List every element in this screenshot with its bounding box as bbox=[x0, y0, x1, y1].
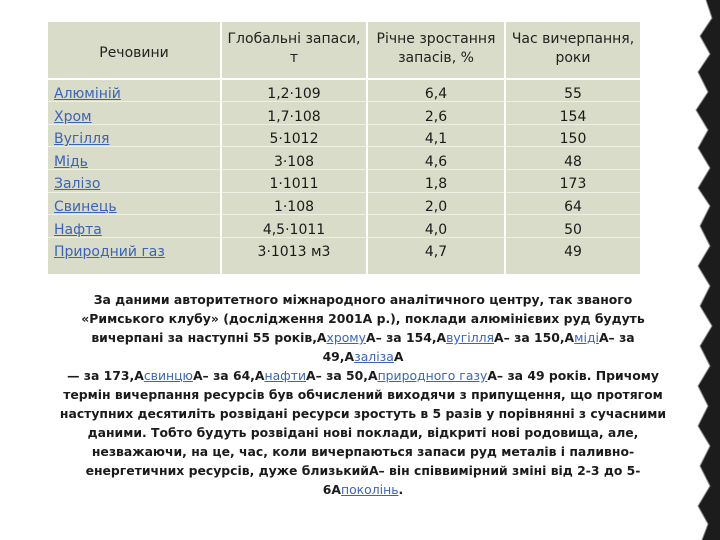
header-global-reserves: Глобальні запаси, т bbox=[227, 31, 361, 66]
years-value: 48 bbox=[564, 153, 582, 170]
growth-column bbox=[368, 83, 504, 264]
growth-value: 2,0 bbox=[424, 198, 448, 215]
link-iron[interactable]: заліза bbox=[354, 349, 394, 364]
header-divider bbox=[48, 78, 640, 80]
substance-link[interactable]: Нафта bbox=[54, 221, 102, 238]
years-value: 64 bbox=[564, 198, 582, 215]
substance-link[interactable]: Природний газ bbox=[54, 244, 165, 261]
years-value: 150 bbox=[559, 131, 587, 148]
paragraph-line: — за 173,АсвинцюА– за 64,АнафтиА– за 50,Априродного газуА– за 49 років. Причому bbox=[67, 368, 659, 383]
link-chrome[interactable]: хрому bbox=[326, 330, 366, 345]
years-value: 50 bbox=[564, 221, 582, 238]
substance-link[interactable]: Хром bbox=[54, 108, 92, 125]
years-value: 173 bbox=[559, 176, 587, 193]
link-coal[interactable]: вугілля bbox=[446, 330, 495, 345]
substance-link[interactable]: Свинець bbox=[54, 198, 117, 215]
link-oil[interactable]: нафти bbox=[264, 368, 307, 383]
reserves-value: 1·108 bbox=[273, 198, 315, 215]
description-paragraph bbox=[58, 290, 668, 499]
paragraph-line: енергетичних ресурсів, дуже близькийА– він співвимірний зміні від 2-3 до 5- bbox=[85, 463, 641, 478]
growth-value: 4,7 bbox=[424, 244, 448, 261]
paragraph-line: незважаючи, на це, час, коли вичерпаються запаси руд металів і паливно- bbox=[91, 444, 635, 459]
substance-link[interactable]: Алюміній bbox=[54, 86, 121, 102]
link-natural-gas[interactable]: природного газу bbox=[377, 368, 488, 383]
substance-link[interactable]: Залізо bbox=[54, 176, 101, 193]
reserves-value: 1,7·108 bbox=[267, 108, 321, 125]
growth-value: 4,0 bbox=[424, 221, 448, 238]
paragraph-line: «Римського клубу» (дослідження 2001А р.), поклади алюмінієвих руд будуть bbox=[81, 311, 645, 326]
paragraph-line: даними. Тобто будуть розвідані нові поклади, відкриті нові родовища, але, bbox=[87, 425, 639, 440]
years-value: 154 bbox=[559, 108, 587, 125]
header-depletion-time: Час вичерпання, роки bbox=[511, 31, 635, 66]
years-column bbox=[506, 83, 640, 264]
header-annual-growth: Річне зростання запасів, % bbox=[376, 31, 496, 66]
resources-table bbox=[48, 22, 640, 274]
substance-link[interactable]: Мідь bbox=[54, 153, 88, 170]
reserves-column bbox=[222, 83, 366, 264]
torn-edge-decoration bbox=[686, 0, 720, 540]
paragraph-line: 6Апоколінь. bbox=[322, 482, 404, 497]
reserves-value: 5·1012 bbox=[269, 131, 319, 148]
link-lead[interactable]: свинцю bbox=[143, 368, 193, 383]
reserves-value: 4,5·1011 bbox=[262, 221, 326, 238]
years-value: 55 bbox=[564, 86, 582, 102]
paragraph-line: За даними авторитетного міжнародного аналітичного центру, так званого bbox=[93, 292, 633, 307]
growth-value: 4,1 bbox=[424, 131, 448, 148]
growth-value: 4,6 bbox=[424, 153, 448, 170]
reserves-value: 3·1013 м3 bbox=[257, 244, 331, 261]
paragraph-line: термін вичерпання ресурсів був обчислений виходячи з припущення, що протягом bbox=[63, 387, 663, 402]
growth-value: 2,6 bbox=[424, 108, 448, 125]
reserves-value: 1·1011 bbox=[269, 176, 319, 193]
growth-value: 6,4 bbox=[424, 86, 448, 102]
table-header-row bbox=[48, 22, 640, 78]
years-value: 49 bbox=[564, 244, 582, 261]
substance-link[interactable]: Вугілля bbox=[54, 131, 110, 148]
reserves-value: 1,2·109 bbox=[267, 86, 321, 102]
substance-column bbox=[54, 83, 214, 264]
header-substance: Речовини bbox=[99, 45, 169, 61]
link-copper[interactable]: міді bbox=[574, 330, 599, 345]
link-generations[interactable]: поколінь bbox=[340, 482, 399, 497]
paragraph-line: наступних десятиліть розвідані ресурси зростуть в 5 разів у порівнянні з сучасними bbox=[59, 406, 667, 421]
growth-value: 1,8 bbox=[424, 176, 448, 193]
paragraph-line: вичерпані за наступні 55 років,АхромуА– за 154,АвугілляА– за 150,АмідіА– за 49,АзалізаА bbox=[91, 330, 635, 364]
reserves-value: 3·108 bbox=[273, 153, 315, 170]
